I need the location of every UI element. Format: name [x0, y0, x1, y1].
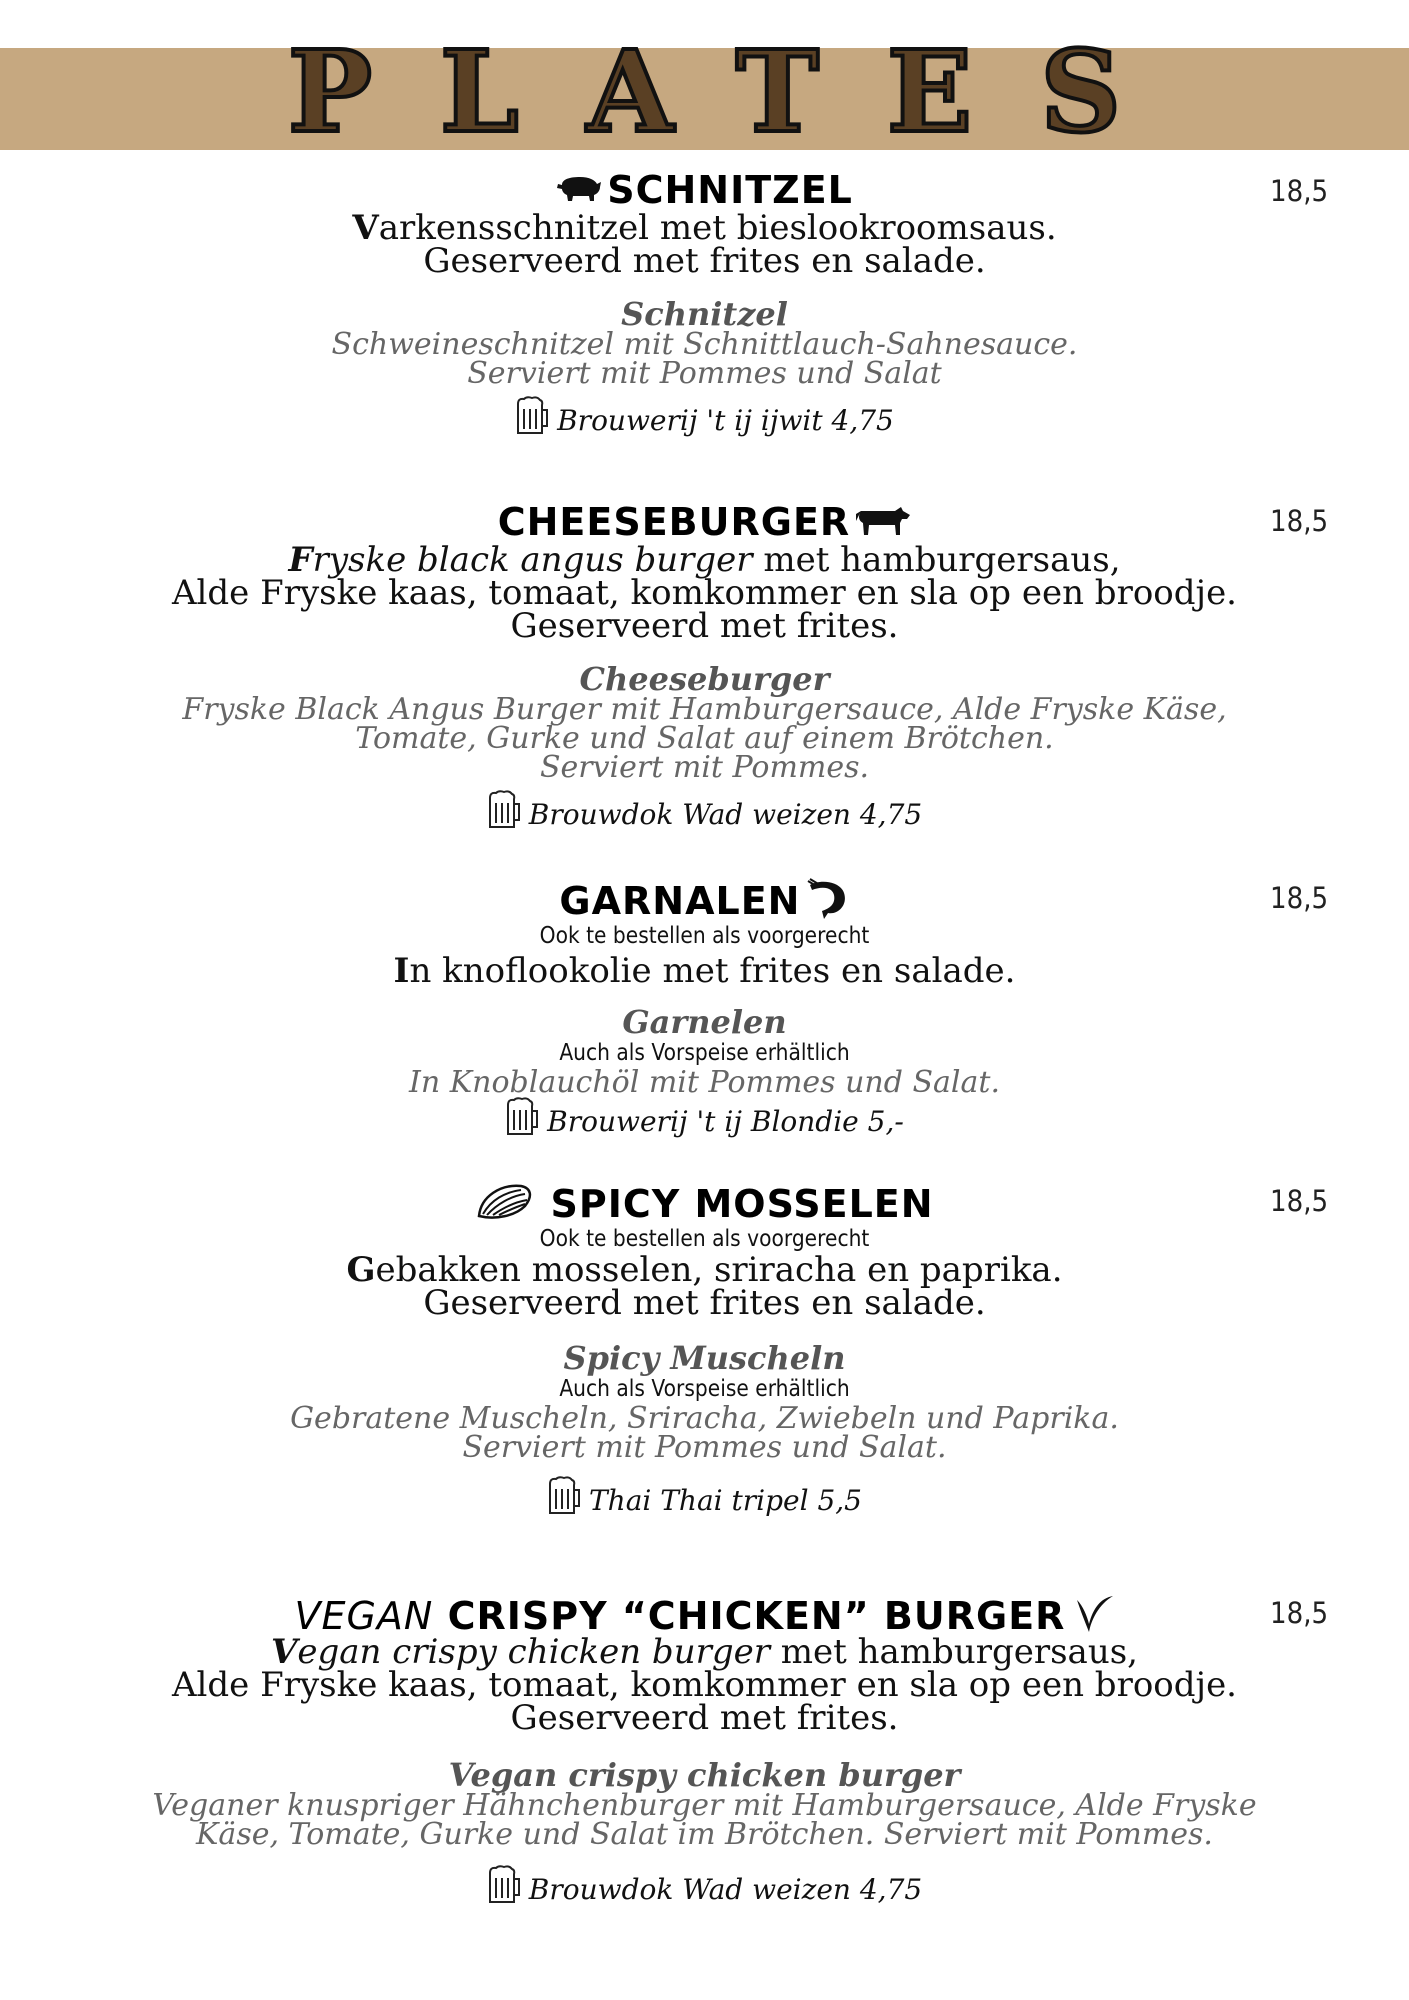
description-de: Fryske Black Angus Burger mit Hamburgersauce, Alde Fryske Käse, [182, 692, 1227, 727]
price: 18,5 [1270, 174, 1329, 208]
description-nl-line2: Alde Fryske kaas, tomaat, komkommer en sla op een broodje. [171, 573, 1237, 613]
description-de: Schweineschnitzel mit Schnittlauch-Sahnesauce. [331, 327, 1078, 362]
menu-item-schnitzel [0, 168, 1409, 440]
description-nl: In knoflookolie met frites en salade. [393, 951, 1016, 991]
beer-pairing [0, 1097, 1409, 1141]
description-nl: Gebakken mosselen, sriracha en paprika. [346, 1250, 1063, 1290]
leaf-icon [1071, 1592, 1115, 1640]
description-de: In Knoblauchöl mit Pommes und Salat. [409, 1065, 1000, 1100]
beer-label: Brouwerij 't ij ijwit 4,75 [557, 404, 894, 437]
dish-title: GARNALEN [559, 879, 801, 923]
dish-title-de: Garnelen [622, 1003, 787, 1041]
description-nl-line2: Geserveerd met frites en salade. [423, 241, 986, 281]
description-de-line2: Serviert mit Pommes und Salat. [462, 1430, 947, 1465]
description-nl-line2: Alde Fryske kaas, tomaat, komkommer en sla op een broodje. [171, 1665, 1237, 1705]
description-de: Veganer knuspriger Hähnchenburger mit Hamburgersauce, Alde Fryske [152, 1788, 1257, 1823]
dish-title: SPICY MOSSELEN [550, 1182, 934, 1226]
price: 18,5 [1270, 504, 1329, 538]
vegan-prefix: VEGAN [294, 1594, 434, 1638]
menu-item-spicy-mosselen [0, 1180, 1409, 1520]
dish-title: SCHNITZEL [607, 168, 853, 212]
shrimp-icon [806, 877, 850, 925]
beer-mug-icon [515, 396, 549, 449]
starter-note-nl: Ook te bestellen als voorgerecht [539, 923, 870, 949]
price: 18,5 [1270, 881, 1329, 915]
beer-mug-icon [487, 1865, 521, 1918]
description-de-line2: Tomate, Gurke und Salat auf einem Brötchen. [355, 721, 1054, 756]
beer-mug-icon [547, 1476, 581, 1529]
description-de-line2: Serviert mit Pommes und Salat [467, 356, 942, 391]
description-nl: Varkensschnitzel met bieslookroomsaus. [352, 208, 1057, 248]
dish-title-de: Spicy Muscheln [563, 1339, 846, 1377]
starter-note-de: Auch als Vorspeise erhältlich [559, 1040, 850, 1066]
beer-label: Thai Thai tripel 5,5 [589, 1484, 862, 1517]
menu-item-cheeseburger [0, 500, 1409, 834]
beer-mug-icon [505, 1097, 539, 1150]
starter-note-nl: Ook te bestellen als voorgerecht [539, 1226, 870, 1252]
cow-icon [855, 503, 911, 541]
description-nl: Fryske black angus burger met hamburgersaus, [288, 540, 1121, 580]
starter-note-de: Auch als Vorspeise erhältlich [559, 1376, 850, 1402]
beer-pairing [0, 396, 1409, 440]
price: 18,5 [1270, 1596, 1329, 1630]
beer-mug-icon [487, 790, 521, 843]
description-de-line2: Käse, Tomate, Gurke und Salat im Brötchen. Serviert mit Pommes. [196, 1817, 1213, 1852]
mussel-icon [475, 1180, 535, 1228]
beer-pairing [0, 790, 1409, 834]
description-nl-line2: Geserveerd met frites en salade. [423, 1283, 986, 1323]
beer-pairing [0, 1865, 1409, 1909]
description-nl: Vegan crispy chicken burger met hamburgersaus, [271, 1632, 1138, 1672]
pig-icon [556, 173, 602, 207]
description-de-line3: Serviert mit Pommes. [539, 750, 870, 785]
beer-pairing [0, 1476, 1409, 1520]
dish-title: VEGAN CRISPY “CHICKEN” BURGER [294, 1594, 1066, 1638]
menu-item-garnalen [0, 877, 1409, 1141]
price: 18,5 [1270, 1184, 1329, 1218]
beer-label: Brouwdok Wad weizen 4,75 [528, 1873, 923, 1906]
menu-item-vegan-chicken-burger [0, 1592, 1409, 1909]
dish-title: CHEESEBURGER [497, 500, 851, 544]
dish-title-de: Vegan crispy chicken burger [448, 1756, 961, 1794]
beer-label: Brouwerij 't ij Blondie 5,- [547, 1105, 904, 1138]
dish-title-de: Cheeseburger [579, 660, 830, 698]
dish-title-de: Schnitzel [621, 295, 788, 333]
description-de: Gebratene Muscheln, Sriracha, Zwiebeln und Paprika. [290, 1401, 1119, 1436]
description-nl-line3: Geserveerd met frites. [510, 1698, 899, 1738]
beer-label: Brouwdok Wad weizen 4,75 [528, 798, 923, 831]
page-title: PLATES [287, 27, 1190, 158]
description-nl-line3: Geserveerd met frites. [510, 606, 899, 646]
